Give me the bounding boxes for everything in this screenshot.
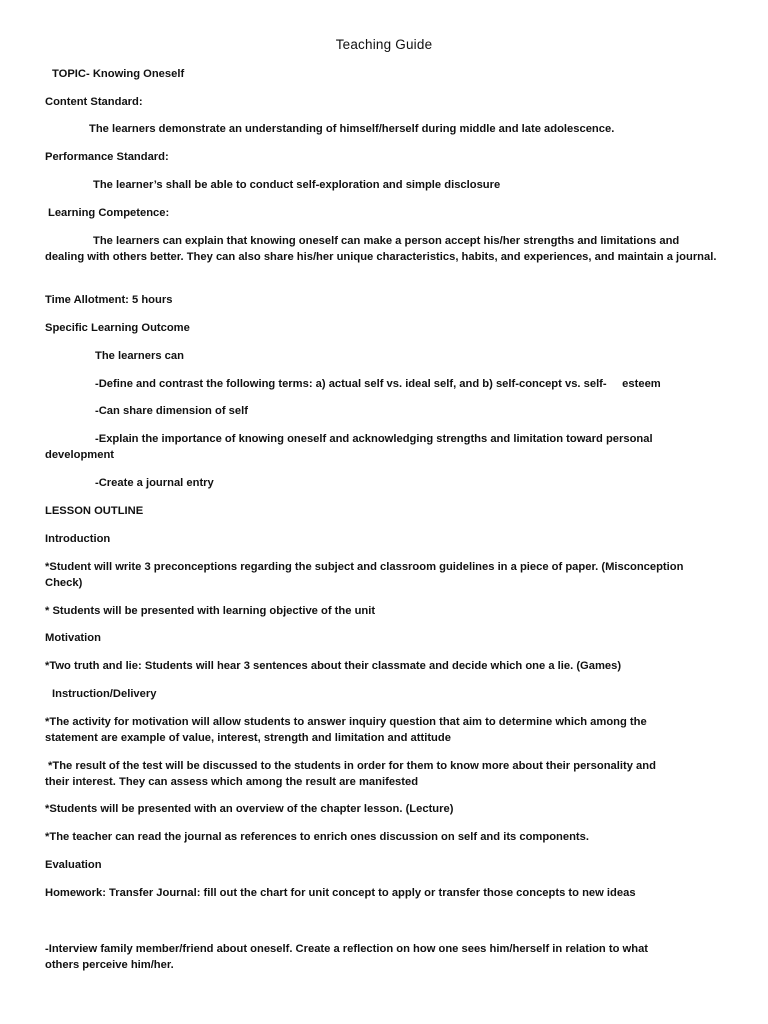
specific-outcome-intro: The learners can bbox=[95, 350, 184, 362]
outcome-item: -Explain the importance of knowing oneself and acknowledging strengths and limitation toward personal bbox=[95, 433, 653, 445]
performance-standard-text: The learner’s shall be able to conduct self-exploration and simple disclosure bbox=[93, 179, 501, 191]
introduction-item: * Students will be presented with learning objective of the unit bbox=[45, 605, 376, 617]
learning-competence-text-line1: The learners can explain that knowing oneself can make a person accept his/her strengths and limitations and bbox=[93, 235, 680, 247]
introduction-item-line2: Check) bbox=[45, 577, 83, 589]
outcome-item: -Define and contrast the following terms: a) actual self vs. ideal self, and b) self-concept vs. self- esteem bbox=[95, 378, 661, 390]
time-allotment: Time Allotment: 5 hours bbox=[45, 294, 173, 306]
learning-competence-heading: Learning Competence: bbox=[48, 207, 170, 219]
document-title: Teaching Guide bbox=[335, 37, 433, 52]
evaluation-homework: Homework: Transfer Journal: fill out the chart for unit concept to apply or transfer those concepts to new ideas bbox=[45, 887, 636, 899]
topic-line: TOPIC- Knowing Oneself bbox=[52, 68, 185, 80]
instruction-item-line2: their interest. They can assess which among the result are manifested bbox=[45, 776, 419, 788]
instruction-item-line2: statement are example of value, interest, strength and limitation and attitude bbox=[45, 732, 451, 744]
content-standard-text: The learners demonstrate an understanding of himself/herself during middle and late adolescence. bbox=[89, 123, 615, 135]
motivation-item: *Two truth and lie: Students will hear 3 sentences about their classmate and decide which one a lie. (Games) bbox=[45, 660, 622, 672]
content-standard-heading: Content Standard: bbox=[45, 96, 143, 108]
instruction-item-line1: *The result of the test will be discussed to the students in order for them to know more about their personality and bbox=[48, 760, 656, 772]
introduction-heading: Introduction bbox=[45, 533, 111, 545]
evaluation-heading: Evaluation bbox=[45, 859, 102, 871]
lesson-outline-heading: LESSON OUTLINE bbox=[45, 505, 144, 517]
learning-competence-text-rest: dealing with others better. They can also share his/her unique characteristics, habits, and experiences, and maintain a journal. bbox=[45, 251, 717, 263]
motivation-heading: Motivation bbox=[45, 632, 101, 644]
instruction-item-line1: *The activity for motivation will allow students to answer inquiry question that aim to determine which among the bbox=[45, 716, 647, 728]
instruction-item: *Students will be presented with an overview of the chapter lesson. (Lecture) bbox=[45, 803, 454, 815]
specific-outcome-heading: Specific Learning Outcome bbox=[45, 322, 190, 334]
introduction-item-line1: *Student will write 3 preconceptions regarding the subject and classroom guidelines in a piece of paper. (Misconception bbox=[45, 561, 684, 573]
evaluation-interview-line2: others perceive him/her. bbox=[45, 959, 174, 971]
instruction-heading: Instruction/Delivery bbox=[52, 688, 157, 700]
outcome-item: -Create a journal entry bbox=[95, 477, 214, 489]
outcome-item-continuation: development bbox=[45, 449, 115, 461]
evaluation-interview-line1: -Interview family member/friend about oneself. Create a reflection on how one sees him/herself in relation to what bbox=[45, 943, 649, 955]
performance-standard-heading: Performance Standard: bbox=[45, 151, 169, 163]
outcome-item: -Can share dimension of self bbox=[95, 405, 248, 417]
instruction-item: *The teacher can read the journal as references to enrich ones discussion on self and its components. bbox=[45, 831, 589, 843]
